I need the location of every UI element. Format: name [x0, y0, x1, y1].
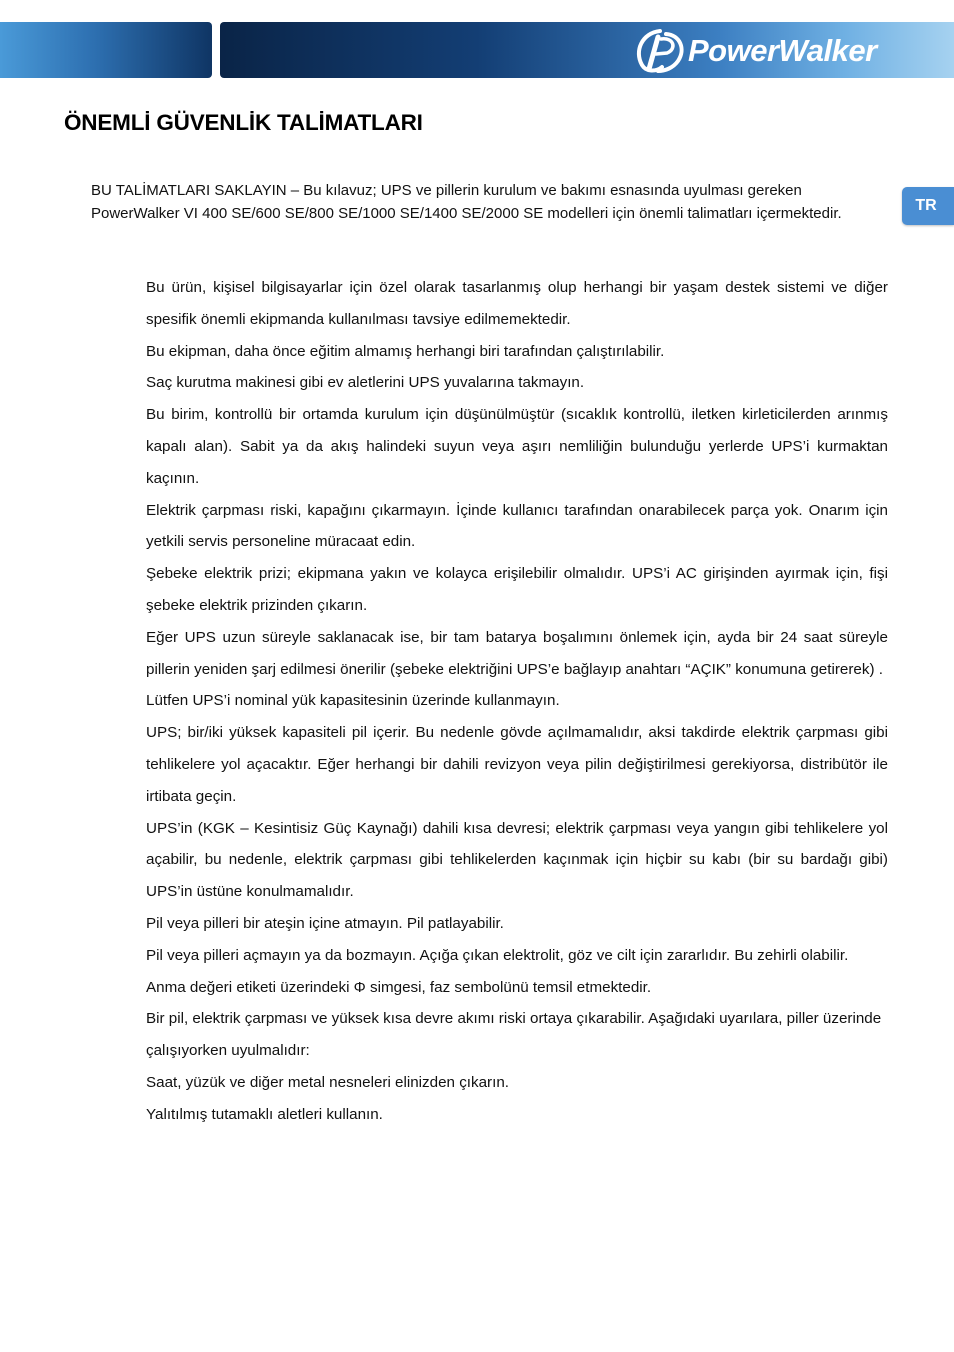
svg-text:PowerWalker: PowerWalker [688, 33, 877, 68]
page-header [0, 22, 954, 79]
page-title: ÖNEMLİ GÜVENLİK TALİMATLARI [64, 110, 423, 135]
instruction-item: Bu ekipman, daha önce eğitim almamış herhangi biri tarafından çalıştırılabilir. [146, 342, 665, 360]
language-tab[interactable]: TR [902, 187, 954, 225]
header-accent-block [0, 22, 212, 78]
instruction-item: Pil veya pilleri bir ateşin içine atmayın. Pil patlayabilir. [146, 914, 504, 932]
instruction-item: Anma değeri etiketi üzerindeki Φ simgesi, faz sembolünü temsil etmektedir. [146, 978, 652, 996]
instruction-item: Bu birim, kontrollü bir ortamda kurulum için düşünülmüştür (sıcaklık kontrollü, iletken kirleticilerden arınmış kapalı alan). Sabit ya da akış halindeki suyun veya aşırı nemliliğin bulunduğu yerlerde UPS’i kurmaktan kaçının. [146, 406, 888, 487]
instruction-item: Pil veya pilleri açmayın ya da bozmayın. Açığa çıkan elektrolit, göz ve cilt için zararlıdır. Bu zehirli olabilir. [146, 946, 849, 964]
instruction-item: Bu ürün, kişisel bilgisayarlar için özel olarak tasarlanmış olup herhangi bir yaşam destek sistemi ve diğer spesifik önemli ekipmanda kullanılması tavsiye edilmemektedir. [146, 279, 888, 328]
powerwalker-logo [630, 25, 942, 77]
instruction-item: Saat, yüzük ve diğer metal nesneleri elinizden çıkarın. [146, 1073, 510, 1091]
instruction-item: UPS’in (KGK – Kesintisiz Güç Kaynağı) dahili kısa devresi; elektrik çarpması veya yangın gibi tehlikelere yol açabilir, bu nedenle, elektrik çarpması gibi tehlikelerden kaçınmak için hiçbir su kabı (bir su bardağı gibi) UPS’in üstüne konulmamalıdır. [146, 819, 888, 901]
instruction-item: Saç kurutma makinesi gibi ev aletlerini UPS yuvalarına takmayın. [146, 374, 585, 392]
instruction-item: Bir pil, elektrik çarpması ve yüksek kısa devre akımı riski ortaya çıkarabilir. Aşağıdaki uyarılara, piller üzerinde çalışıyorken uyulmalıdır: [146, 1010, 882, 1060]
instruction-item: Eğer UPS uzun süreyle saklanacak ise, bir tam batarya boşalımını önlemek için, ayda bir 24 saat süreyle pillerin yeniden şarj edilmesi önerilir (şebeke elektriğini UPS’e bağlayıp anahtarı “AÇIK” konumuna getirerek) . [146, 628, 888, 678]
safety-instructions-list [146, 272, 888, 1131]
instruction-item: Elektrik çarpması riski, kapağını çıkarmayın. İçinde kullanıcı tarafından onarabilecek parça yok. Onarım için yetkili servis personeline müracaat edin. [146, 501, 888, 551]
instruction-item: Yalıtılmış tutamaklı aletleri kullanın. [146, 1105, 383, 1123]
instruction-item: UPS; bir/iki yüksek kapasiteli pil içerir. Bu nedenle gövde açılmamalıdır, aksi takdirde elektrik çarpması gibi tehlikelere yol açacaktır. Eğer herhangi bir dahili revizyon veya pilin değiştirilmesi gerekiyorsa, distribütör ile irtibata geçin. [146, 724, 888, 805]
intro-paragraph: BU TALİMATLARI SAKLAYIN – Bu kılavuz; UPS ve pillerin kurulum ve bakımı esnasında uyulması gereken PowerWalker VI 400 SE/600 SE/800 SE/1000 SE/1400 SE/2000 SE modelleri için önemli talimatları içermektedir. [91, 182, 842, 222]
instruction-item: Şebeke elektrik prizi; ekipmana yakın ve kolayca erişilebilir olmalıdır. UPS’i AC girişinden ayırmak için, fişi şebeke elektrik prizinden çıkarın. [146, 565, 888, 614]
instruction-item: Lütfen UPS’i nominal yük kapasitesinin üzerinde kullanmayın. [146, 692, 560, 710]
